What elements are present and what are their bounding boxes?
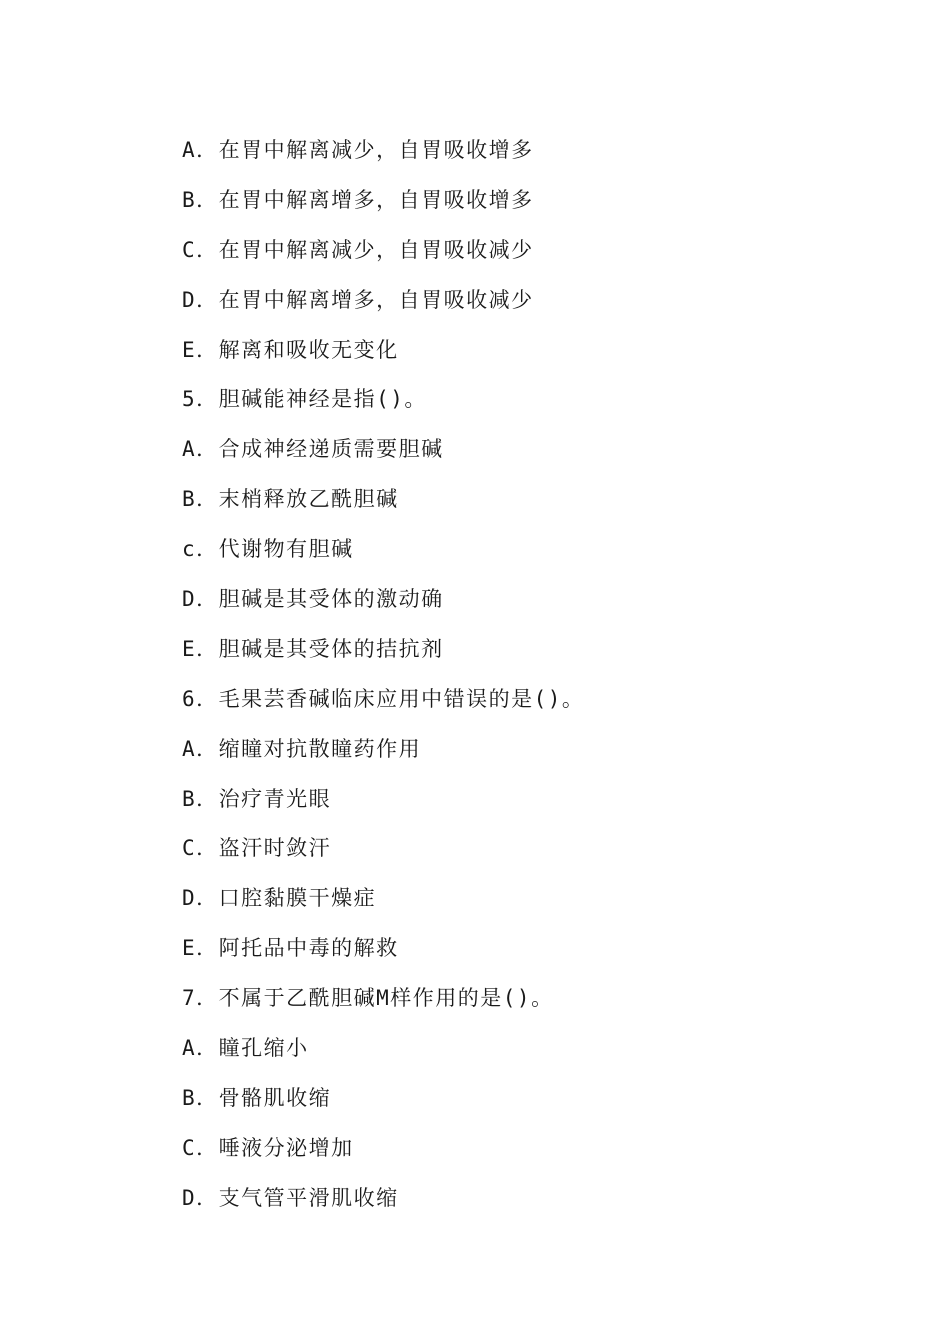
- option-line: C．在胃中解离减少，自胃吸收减少: [182, 237, 534, 262]
- option-line: B．治疗青光眼: [182, 786, 332, 811]
- option-line: c．代谢物有胆碱: [182, 537, 354, 562]
- question-line: 7．不属于乙酰胆碱M样作用的是()。: [182, 986, 554, 1011]
- option-line: D．胆碱是其受体的激动确: [182, 587, 444, 612]
- option-line: A．合成神经递质需要胆碱: [182, 437, 444, 462]
- option-line: D．口腔黏膜干燥症: [182, 886, 377, 911]
- option-line: A．瞳孔缩小: [182, 1036, 309, 1061]
- option-line: A．在胃中解离减少，自胃吸收增多: [182, 138, 534, 162]
- question-text-block: [182, 132, 902, 1230]
- option-line: C．唾液分泌增加: [182, 1135, 354, 1160]
- option-line: D．在胃中解离增多，自胃吸收减少: [182, 287, 534, 312]
- option-line: E．胆碱是其受体的拮抗剂: [182, 636, 444, 661]
- option-line: D．支气管平滑肌收缩: [182, 1185, 399, 1210]
- option-line: B．在胃中解离增多，自胃吸收增多: [182, 187, 534, 212]
- option-line: C．盗汗时敛汗: [182, 836, 332, 861]
- option-line: B．骨骼肌收缩: [182, 1085, 332, 1110]
- question-line: 6．毛果芸香碱临床应用中错误的是()。: [182, 686, 585, 711]
- option-line: B．末梢释放乙酰胆碱: [182, 487, 399, 512]
- option-line: E．阿托品中毒的解救: [182, 936, 399, 961]
- option-line: A．缩瞳对抗散瞳药作用: [182, 736, 422, 761]
- question-line: 5．胆碱能神经是指()。: [182, 387, 427, 412]
- option-line: E．解离和吸收无变化: [182, 337, 399, 362]
